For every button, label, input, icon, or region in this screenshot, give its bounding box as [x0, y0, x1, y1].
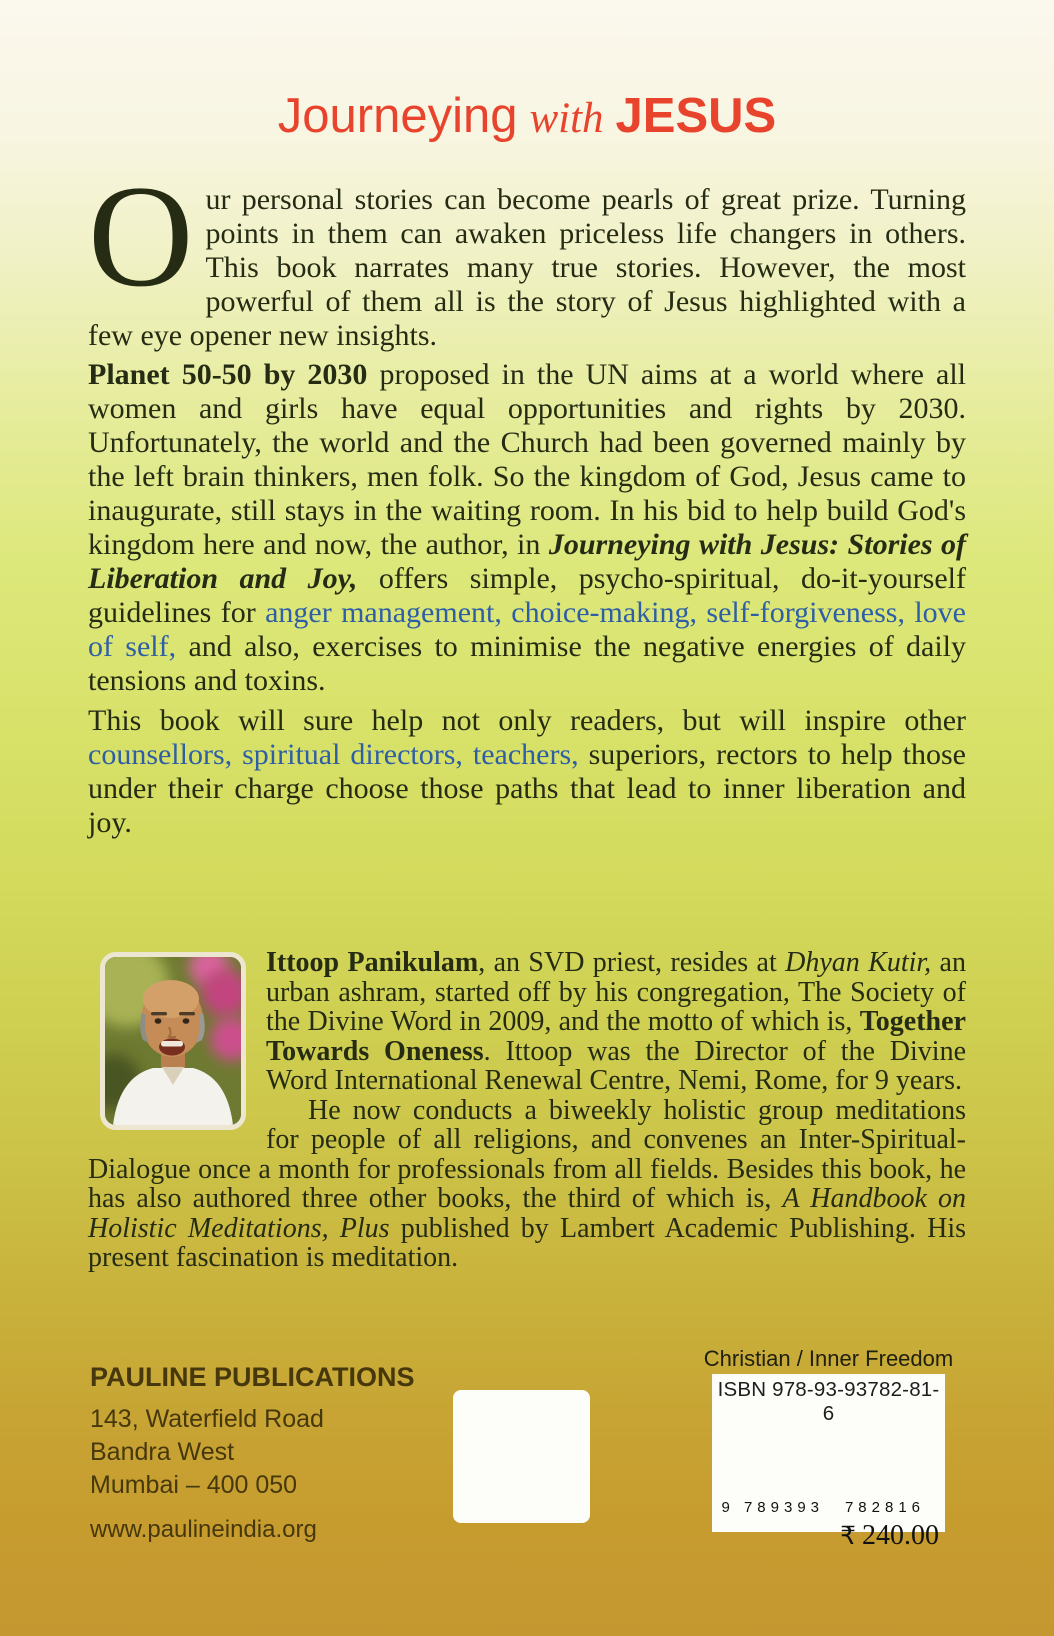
book-title-inline: Journeying with Jesus: Stories of Liberation and Joy, — [88, 528, 966, 595]
author-bio-2: He now conducts a biweekly holistic group meditations for people of all religions, and convenes an Inter-Spiritual-Dialogue once a month for professionals from all fields. Besides this book, he has also authored three other books, the third of which is, A Handbook on Holistic Meditations, Plus published by Lambert Academic Publishing. His present fascination is meditation. — [88, 1094, 967, 1273]
barcode — [722, 1428, 936, 1516]
author-bio-1: Ittoop Panikulam, an SVD priest, resides at Dhyan Kutir, an urban ashram, started off by his congregation, The Society of the Divine Word in 2009, and the motto of which is, Together Towards Oneness. Ittoop was the Director of the Divine Word International Renewal Centre, Nemi, Rome, for 9 years. — [266, 947, 967, 1096]
paragraph-intro: Our personal stories can become pearls of great prize. Turning points in them can awaken priceless life changers in others. This book narrates many true stories. However, the most powerful of them all is the story of Jesus highlighted with a few eye opener new insights. — [88, 155, 966, 352]
publisher-website: www.paulineindia.org — [90, 1516, 317, 1543]
isbn-barcode-panel — [712, 1374, 945, 1551]
author-section — [88, 948, 966, 1273]
publisher-block — [90, 1362, 415, 1544]
author-photo — [100, 952, 246, 1130]
publisher-address-2: Bandra West — [90, 1438, 235, 1466]
publisher-address-1: 143, Waterfield Road — [90, 1405, 324, 1433]
highlighted-audience: counsellors, spiritual directors, teachers, — [88, 738, 579, 771]
category-label: Christian / Inner Freedom — [703, 1346, 954, 1371]
price — [712, 1516, 945, 1552]
rupee-symbol: ₹ — [840, 1521, 856, 1550]
book-title — [0, 88, 1054, 144]
author-portrait-illustration — [105, 957, 241, 1125]
publisher-address-3: Mumbai – 400 050 — [90, 1471, 298, 1499]
qr-code — [453, 1390, 590, 1523]
highlighted-topics: anger management, choice-making, self-forgiveness, love of self, — [88, 596, 966, 663]
paragraph-planet: Planet 50-50 by 2030 proposed in the UN aims at a world where all women and girls have equal opportunities and rights by 2030. Unfortunately, the world and the Church had been governed mainly by the left brain thinkers, men folk. So the kingdom of God, Jesus came to inaugurate, still stays in the waiting room. In his bid to help build God's kingdom here and now, the author, in Journeying with Jesus: Stories of Liberation and Joy, offers simple, psycho-spiritual, do-it-yourself guidelines for anger management, choice-making, self-forgiveness, love of self, and also, exercises to minimise the negative energies of daily tensions and toxins. — [88, 358, 966, 697]
paragraph-audience: This book will sure help not only readers, but will inspire other counsellors, spiritual directors, teachers, superiors, rectors to help those under their charge choose those paths that lead to inner liberation and joy. — [88, 704, 966, 839]
blurb-text — [88, 155, 966, 845]
price-amount: 240.00 — [862, 1520, 939, 1551]
publisher-name: PAULINE PUBLICATIONS — [90, 1362, 415, 1392]
title-word-jesus: JESUS — [615, 89, 777, 143]
drop-cap: O — [88, 155, 194, 317]
isbn-number: ISBN 978-93-93782-81-6 — [717, 1378, 940, 1425]
qr-code-pattern — [467, 1402, 577, 1512]
barcode-digits: 9 789393 782816 — [721, 1499, 926, 1516]
title-word-with: with — [529, 95, 604, 142]
author-name: Ittoop Panikulam — [266, 947, 479, 978]
title-word-journeying: Journeying — [277, 89, 518, 143]
